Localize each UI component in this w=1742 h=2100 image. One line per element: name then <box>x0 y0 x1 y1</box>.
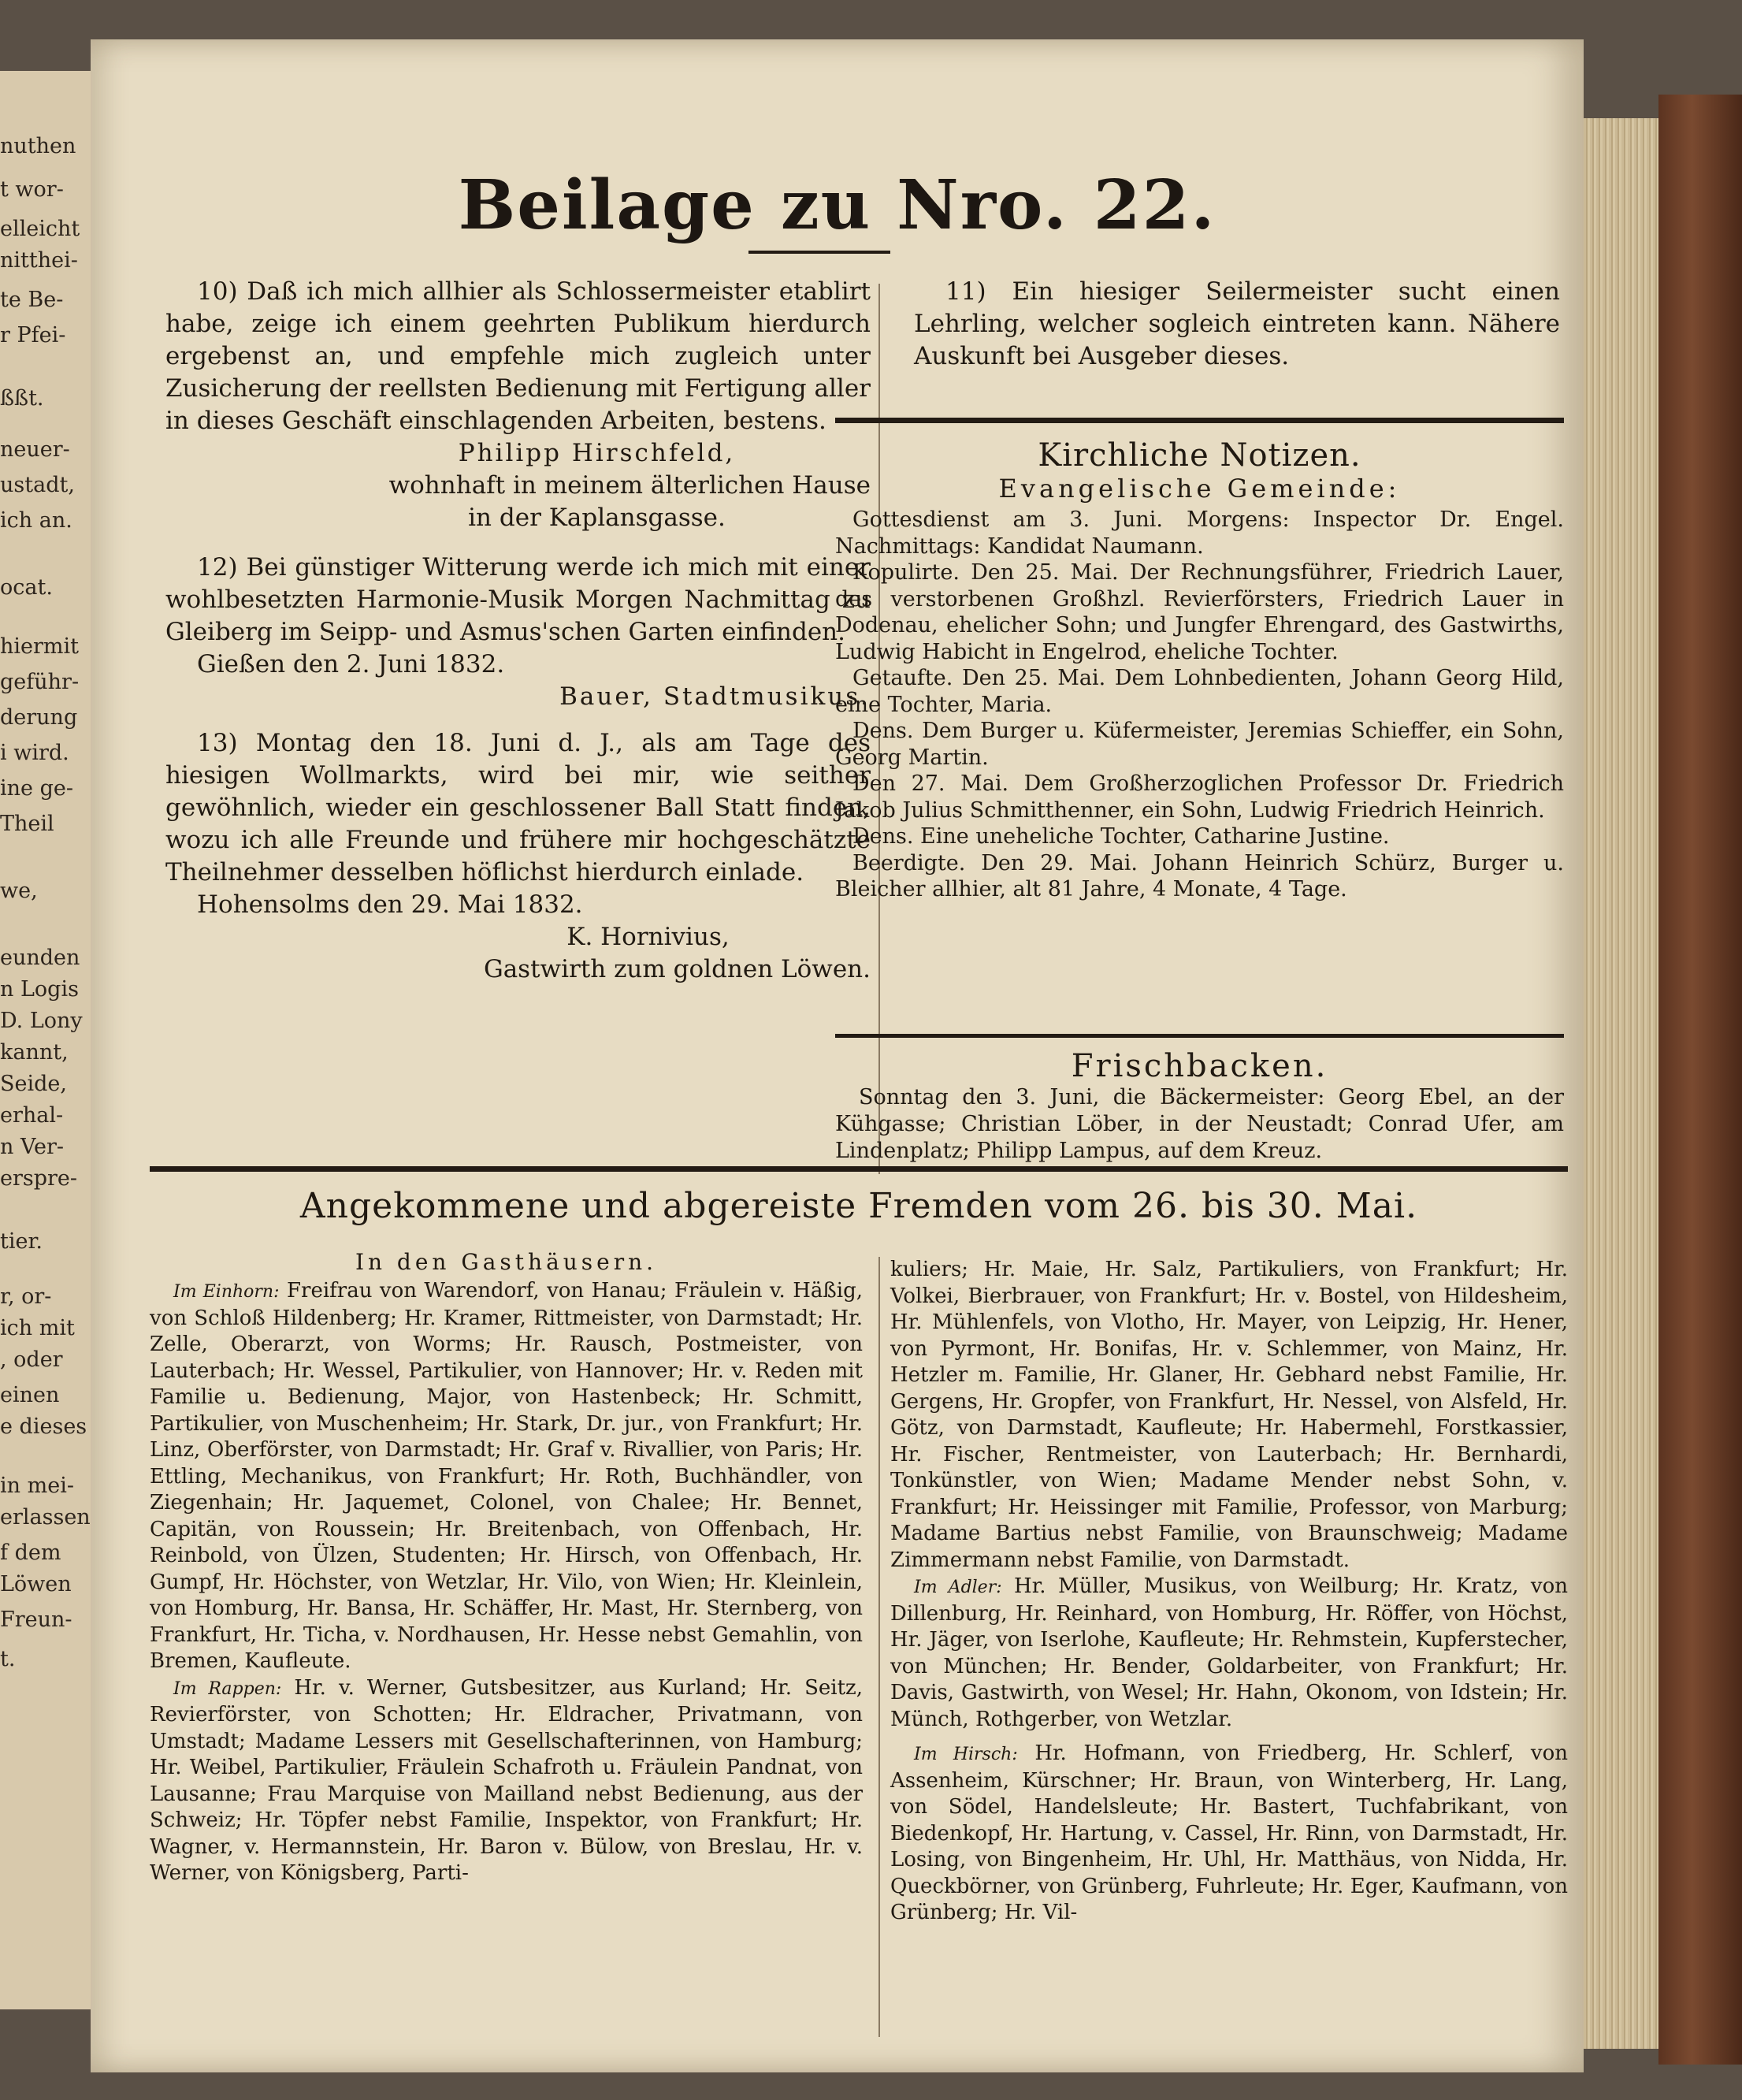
einhorn-entry <box>150 1278 863 1675</box>
adjacent-page-fragment: t. <box>0 1647 16 1671</box>
church-entry: Kopulirte. Den 25. Mai. Der Rechnungsführer, Friedrich Lauer, des verstorbenen Großhzl. Revierförsters, Friedrich Lauer in Dodenau, ehelicher Sohn; und Jungfer Ehrengard, des Gastwirths, Ludwig Habicht in Engelrod, eheliche Tochter. <box>835 560 1564 664</box>
adjacent-page-fragment: Seide, <box>0 1072 67 1096</box>
adjacent-page-fragment: hiermit <box>0 634 79 659</box>
church-entries <box>835 507 1564 903</box>
ad-13-signature-name: K. Hornivius, <box>566 923 730 951</box>
adjacent-page-fragment: r Pfei- <box>0 323 66 348</box>
adjacent-page-fragment: Theil <box>0 812 54 836</box>
church-entry: Dens. Dem Burger u. Küfermeister, Jeremias Schieffer, ein Sohn, Georg Martin. <box>835 719 1564 770</box>
adjacent-page-fragment: neuer- <box>0 437 70 462</box>
adjacent-page-fragment: einen <box>0 1383 60 1407</box>
church-entry: Gottesdienst am 3. Juni. Morgens: Inspector Dr. Engel. Nachmittags: Kandidat Naumann. <box>835 507 1564 559</box>
bakers-section <box>835 1048 1564 1165</box>
adjacent-page-fragment: r, or- <box>0 1284 52 1309</box>
adjacent-page-fragment: eunden <box>0 946 80 970</box>
bakers-text: Sonntag den 3. Juni, die Bäckermeister: Georg Ebel, an der Kühgasse; Christian Löber, in der Neustadt; Conrad Ufer, am Lindenplatz; Philipp Lampus, auf dem Kreuz. <box>835 1085 1564 1163</box>
strangers-column-left <box>150 1249 863 1887</box>
adjacent-page-fragment: Freun- <box>0 1608 72 1632</box>
adjacent-page-fragment: te Be- <box>0 288 64 312</box>
hirsch-entry <box>890 1741 1568 1927</box>
einhorn-label: Im Einhorn: <box>173 1282 280 1302</box>
ad-10-signature-address: wohnhaft in meinem älterlichen Hause <box>388 471 871 500</box>
adjacent-page-fragment: n Ver- <box>0 1135 64 1159</box>
adjacent-page-fragment: erspre- <box>0 1166 78 1191</box>
church-notices <box>835 437 1564 903</box>
adjacent-page-fragment: nitthei- <box>0 248 78 273</box>
hirsch-label: Im Hirsch: <box>914 1745 1018 1764</box>
headline-rule <box>748 251 890 254</box>
adjacent-page-fragment: ustadt, <box>0 473 75 497</box>
adjacent-page-fragment: elleicht <box>0 217 80 241</box>
adler-text: Hr. Müller, Musikus, von Weilburg; Hr. Kratz, von Dillenburg, Hr. Reinhard, von Homburg, Hr. Röffer, von Höchst, Hr. Jäger, von Iserlohe, Kaufleute; Hr. Rehmstein, Kupferstecher, von München; Hr. Bender, Goldarbeiter, von Frankfurt; Hr. Davis, Gastwirth, von Wesel; Hr. Hahn, Okonom, von Idstein; Hr. Münch, Rothgerber, von Wetzlar. <box>890 1574 1569 1731</box>
ad-11-text: 11) Ein hiesiger Seilermeister sucht einen Lehrling, welcher sogleich eintreten kann. Nähere Auskunft bei Ausgeber dieses. <box>914 277 1560 370</box>
ad-12-text: 12) Bei günstiger Witterung werde ich mich mit einer wohlbesetzten Harmonie-Musik Morgen Nachmittag zu Gleiberg im Seipp- und Asmus'schen Garten einfinden. <box>165 553 871 646</box>
adjacent-page-strip <box>0 71 95 2009</box>
strangers-subtitle: In den Gasthäusern. <box>355 1249 658 1275</box>
strangers-title: Angekommene und abgereiste Fremden vom 26. bis 30. Mai. <box>299 1186 1418 1226</box>
church-title: Kirchliche Notizen. <box>1038 437 1361 474</box>
adjacent-page-fragment: , oder <box>0 1347 63 1372</box>
church-entry: Dens. Eine uneheliche Tochter, Catharine Justine. <box>852 824 1390 849</box>
ad-13-text: 13) Montag den 18. Juni d. J., als am Tage des hiesigen Wollmarkts, wird bei mir, wie seither gewöhnlich, wieder ein geschlossener Ball Statt finden, wozu ich alle Freunde und frühere mir hochgeschätzte Theilnehmer desselben höflichst hierdurch einlade. <box>165 729 871 886</box>
page-headline: Beilage zu Nro. 22. <box>458 165 1216 245</box>
church-entry: Getaufte. Den 25. Mai. Dem Lohnbedienten, Johann Georg Hild, eine Tochter, Maria. <box>835 666 1564 717</box>
adjacent-page-fragment: Löwen <box>0 1572 72 1596</box>
ad-13-signature-title: Gastwirth zum goldnen Löwen. <box>483 955 871 983</box>
adjacent-page-fragment: ich an. <box>0 508 72 533</box>
adler-label: Im Adler: <box>914 1578 1002 1597</box>
rappen-entry <box>150 1675 863 1887</box>
strangers-title-block <box>150 1186 1568 1226</box>
adler-entry <box>890 1574 1568 1733</box>
adjacent-page-fragment: erlassen <box>0 1505 91 1529</box>
hirsch-text: Hr. Hofmann, von Friedberg, Hr. Schlerf, von Assenheim, Kürschner; Hr. Braun, von Winterberg, Hr. Lang, von Södel, Handelsleute; Hr. Bastert, Tuchfabrikant, von Biedenkopf, Hr. Hartung, v. Cassel, Hr. Rinn, von Darmstadt, Hr. Losing, von Bingenheim, Hr. Uhl, Hr. Matthäus, von Nidda, Hr. Queckbörner, von Grünberg, Fuhrleute; Hr. Eger, Kaufmann, von Grünberg; Hr. Vil- <box>890 1741 1568 1924</box>
adjacent-page-fragment: geführ- <box>0 670 80 694</box>
newspaper-page <box>91 39 1584 2072</box>
church-entry: Den 27. Mai. Dem Großherzoglichen Professor Dr. Friedrich Jakob Julius Schmitthenner, ein Sohn, Ludwig Friedrich Heinrich. <box>835 771 1564 823</box>
adjacent-page-fragment: erhal- <box>0 1103 64 1128</box>
book-cover <box>1658 95 1742 2065</box>
adjacent-page-fragment: in mei- <box>0 1474 74 1498</box>
church-subtitle: Evangelische Gemeinde: <box>998 474 1401 504</box>
strangers-column-right <box>890 1257 1568 1927</box>
rappen-label: Im Rappen: <box>173 1678 282 1699</box>
col2-continuation: kuliers; Hr. Maie, Hr. Salz, Partikuliers, von Frankfurt; Hr. Volkei, Bierbrauer, von Frankfurt; Hr. v. Bostel, von Hildesheim, Hr. Mühlenfels, von Vlotho, Hr. Mayer, von Leipzig, Hr. Hener, von Pyrmont, Hr. Bonifas, Hr. v. Schlemmer, von Mainz, Hr. Hetzler m. Familie, Hr. Glaner, Hr. Gebhard nebst Familie, Hr. Gergens, Hr. Gropfer, von Frankfurt, Hr. Nessel, von Alsfeld, Hr. Götz, von Darmstadt, Kaufleute; Hr. Habermehl, Forstkassier, Hr. Fischer, Rentmeister, von Lauterbach; Hr. Bernhardi, Tonkünstler, von Wien; Madame Mender nebst Sohn, v. Frankfurt; Hr. Heissinger mit Familie, Professor, von Marburg; Madame Bartius nebst Familie, von Braunschweig; Madame Zimmermann nebst Familie, von Darmstadt. <box>890 1258 1568 1572</box>
ad-10-text: 10) Daß ich mich allhier als Schlossermeister etablirt habe, zeige ich einem geehrten Publikum hierdurch ergebenst an, und empfehle mich zugleich unter Zusicherung der reellsten Bedienung mit Fertigung aller in dieses Geschäft einschlagenden Arbeiten, bestens. <box>165 277 871 435</box>
adjacent-page-fragment: tier. <box>0 1229 43 1254</box>
rappen-text: Hr. v. Werner, Gutsbesitzer, aus Kurland; Hr. Seitz, Revierförster, von Schotten; Hr. Eldracher, Privatmann, von Umstadt; Madame Lessers mit Gesellschafterinnen, von Hamburg; Hr. Weibel, Partikulier, Fräulein Schafroth u. Fräulein Pandnat, von Lausanne; Frau Marquise von Mailland nebst Bedienung, aus der Schweiz; Hr. Töpfer nebst Familie, Inspektor, von Frankfurt; Hr. Wagner, v. Hermannstein, Hr. Baron v. Bülow, von Breslau, Hr. v. Werner, von Königsberg, Parti- <box>150 1675 864 1885</box>
adjacent-page-fragment: ich mit <box>0 1316 75 1340</box>
adjacent-page-fragment: t wor- <box>0 177 64 202</box>
ad-13-place-date: Hohensolms den 29. Mai 1832. <box>197 890 583 919</box>
adjacent-page-fragment: we, <box>0 879 38 903</box>
adjacent-page-fragment: n Logis <box>0 977 79 1002</box>
page-edges <box>1584 118 1658 2049</box>
adjacent-page-fragment: ine ge- <box>0 776 73 801</box>
ad-10-signature-street: in der Kaplansgasse. <box>468 504 726 532</box>
ad-12-place-date: Gießen den 2. Juni 1832. <box>197 650 505 678</box>
left-column <box>165 276 871 986</box>
adjacent-page-fragment: D. Lony <box>0 1009 83 1033</box>
adjacent-page-fragment: ocat. <box>0 575 53 600</box>
adjacent-page-fragment: f dem <box>0 1541 61 1565</box>
church-entry: Beerdigte. Den 29. Mai. Johann Heinrich Schürz, Burger u. Bleicher allhier, alt 81 Jahre, 4 Monate, 4 Tage. <box>835 850 1564 901</box>
bakers-title: Frischbacken. <box>1071 1048 1328 1084</box>
section-rule-strangers <box>150 1166 1568 1172</box>
einhorn-text: Freifrau von Warendorf, von Hanau; Fräulein v. Häßig, von Schloß Hildenberg; Hr. Kramer, Rittmeister, von Darmstadt; Hr. Zelle, Oberarzt, von Worms; Hr. Rausch, Postmeister, von Lauterbach; Hr. Wessel, Partikulier, von Hannover; Hr. v. Reden mit Familie u. Bedienung, Major, von Hastenbeck; Hr. Schmitt, Partikulier, von Muschenheim; Hr. Stark, Dr. jur., von Frankfurt; Hr. Linz, Oberförster, von Darmstadt; Hr. Graf v. Rivallier, von Paris; Hr. Ettling, Mechanikus, von Frankfurt; Hr. Roth, Buchhändler, von Ziegenhain; Hr. Jaquemet, Colonel, von Chalee; Hr. Bennet, Capitän, von Roussein; Hr. Breitenbach, von Offenbach, Hr. Reinbold, von Ülzen, Studenten; Hr. Hirsch, von Offenbach, Hr. Gumpf, Hr. Höchster, von Wetzlar, Hr. Vilo, von Wien; Hr. Kleinlein, von Homburg, Hr. Bansa, Hr. Schäffer, Hr. Mast, Hr. Sternberg, von Frankfurt, Hr. Ticha, v. Nordhausen, Hr. Hesse nebst Gemahlin, von Bremen, Kaufleute. <box>150 1279 864 1673</box>
ad-12-signature: Bauer, Stadtmusikus. <box>559 682 871 711</box>
right-column <box>831 276 1560 373</box>
section-rule-church <box>835 418 1564 423</box>
adjacent-page-fragment: e dieses <box>0 1414 87 1439</box>
adjacent-page-fragment: derung <box>0 705 78 730</box>
adjacent-page-fragment: ßßt. <box>0 386 44 411</box>
lower-column-divider <box>878 1257 880 2037</box>
adjacent-page-fragment: nuthen <box>0 134 76 158</box>
section-rule-bakers <box>835 1034 1564 1038</box>
adjacent-page-fragment: i wird. <box>0 741 69 765</box>
ad-10-signature-name: Philipp Hirschfeld, <box>458 439 736 467</box>
adjacent-page-fragment: kannt, <box>0 1040 69 1065</box>
